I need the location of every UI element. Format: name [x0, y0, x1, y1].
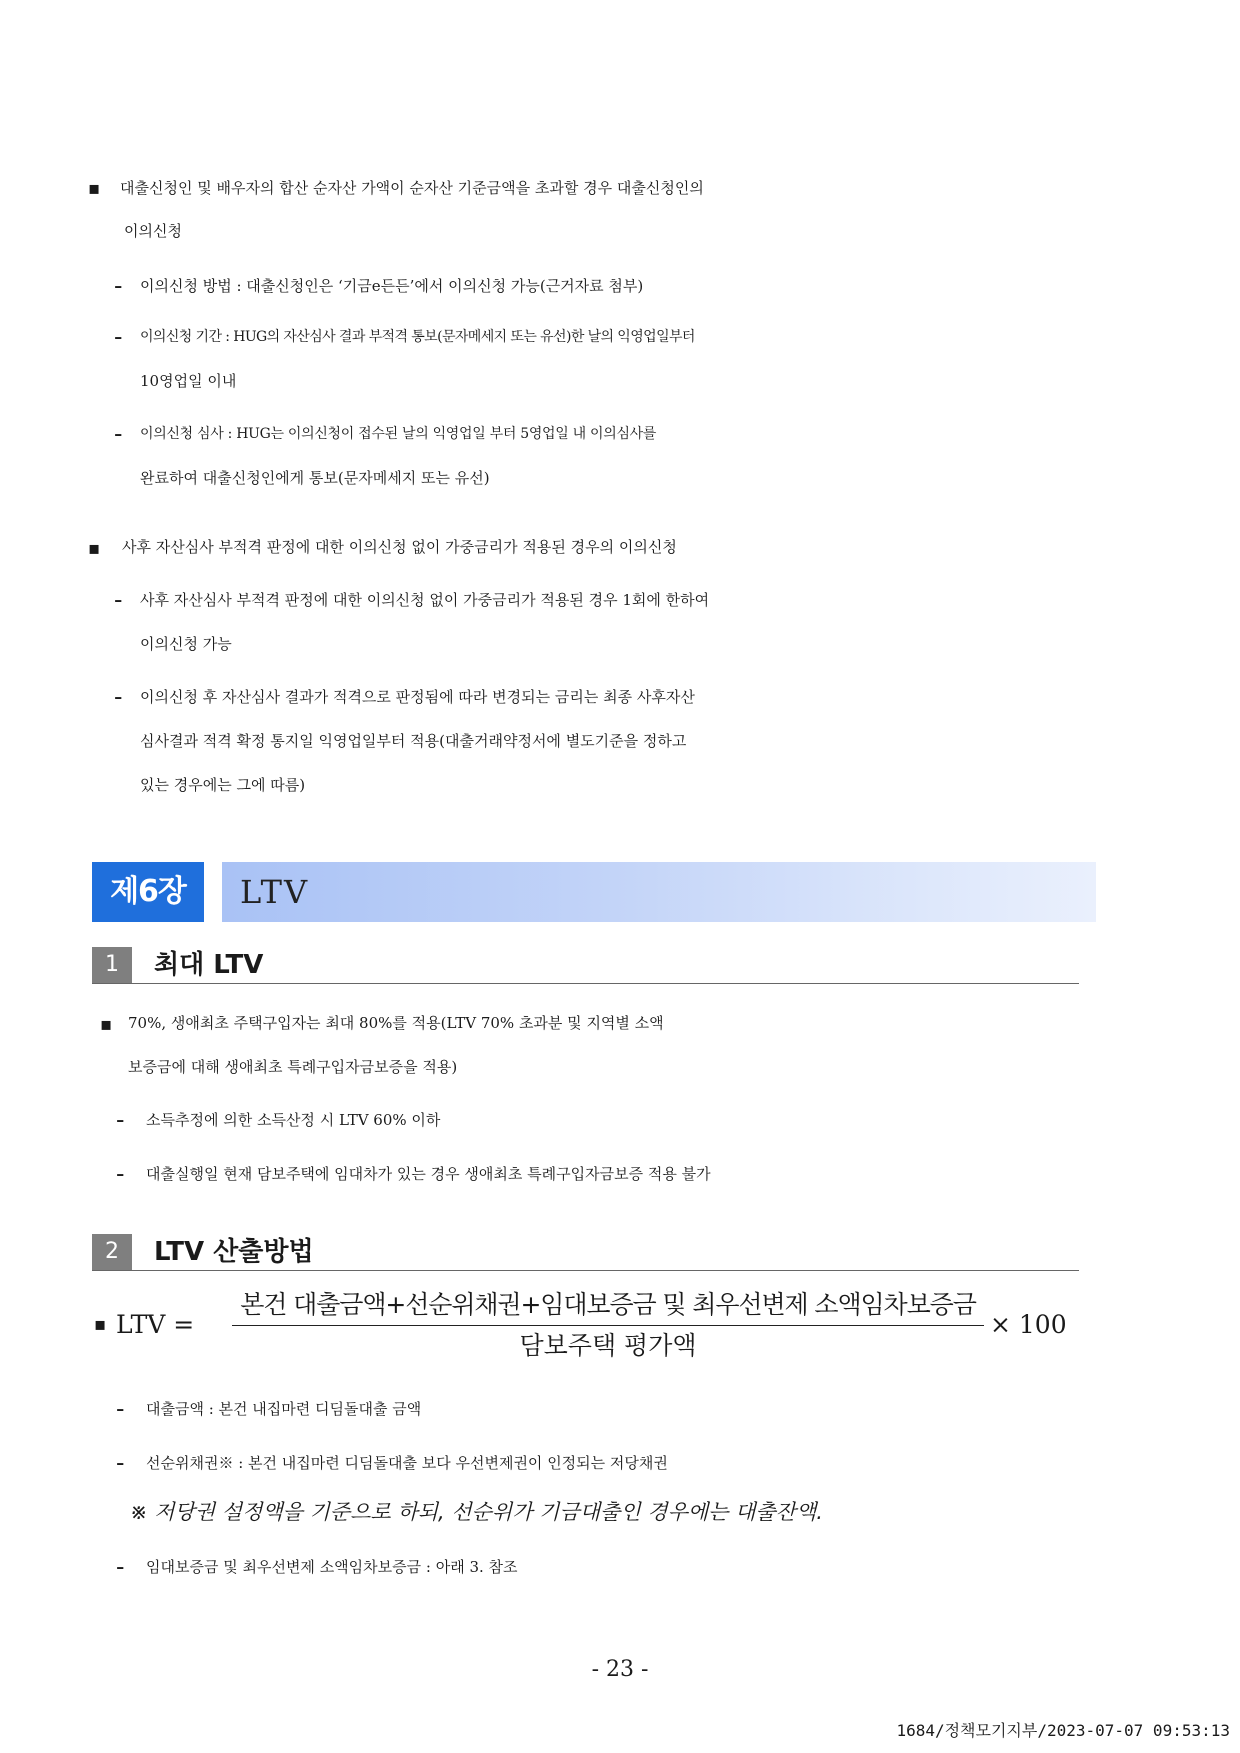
- text-line: 이의신청 기간 : HUG의 자산심사 결과 부적격 통보(문자메세지 또는 유선)한 날의 익영업일부터: [140, 329, 695, 345]
- dash-marker: -: [114, 682, 123, 711]
- text-line: 선순위채권※ : 본건 내집마련 디딤돌대출 보다 우선변제권이 인정되는 저당채권: [146, 1454, 668, 1472]
- dash-marker: -: [116, 1448, 125, 1477]
- formula-numerator: 본건 대출금액+선순위채권+임대보증금 및 최우선변제 소액임차보증금: [240, 1290, 976, 1319]
- text-line: 대출신청인 및 배우자의 합산 순자산 가액이 순자산 기준금액을 초과할 경우 대출신청인의: [120, 179, 704, 197]
- text-line: 대출금액 : 본건 내집마련 디딤돌대출 금액: [146, 1400, 422, 1418]
- text-line: 이의신청 방법 : 대출신청인은 ‘기금e든든’에서 이의신청 가능(근거자료 첨부): [140, 277, 644, 295]
- section-divider: [92, 983, 1079, 984]
- bullet-marker: ▪: [88, 178, 101, 199]
- chapter-badge: 제6장: [92, 862, 204, 922]
- dash-marker: -: [114, 271, 123, 300]
- dash-marker: -: [116, 1552, 125, 1581]
- text-line: 소득추정에 의한 소득산정 시 LTV 60% 이하: [146, 1111, 441, 1129]
- text-line: 사후 자산심사 부적격 판정에 대한 이의신청 없이 가중금리가 적용된 경우 1회에 한하여: [140, 591, 710, 609]
- dash-marker: -: [116, 1159, 125, 1188]
- chapter-title-bar: [222, 862, 1096, 922]
- formula-multiplier: × 100: [990, 1310, 1067, 1339]
- text-line: 임대보증금 및 최우선변제 소액임차보증금 : 아래 3. 참조: [146, 1558, 518, 1576]
- dash-marker: -: [116, 1394, 125, 1423]
- text-line: 이의신청 후 자산심사 결과가 적격으로 판정됨에 따라 변경되는 금리는 최종 사후자산: [140, 688, 695, 706]
- text-line: 이의신청 심사 : HUG는 이의신청이 접수된 날의 익영업일 부터 5영업일 내 이의심사를: [140, 426, 657, 442]
- text-line: 70%, 생애최초 주택구입자는 최대 80%를 적용(LTV 70% 초과분 및 지역별 소액: [128, 1014, 664, 1032]
- formula-denominator: 담보주택 평가액: [519, 1331, 697, 1360]
- text-line: 이의신청: [124, 222, 182, 240]
- text-line: 사후 자산심사 부적격 판정에 대한 이의신청 없이 가중금리가 적용된 경우의 이의신청: [122, 538, 677, 556]
- text-line: 대출실행일 현재 담보주택에 임대차가 있는 경우 생애최초 특례구입자금보증 적용 불가: [146, 1165, 711, 1183]
- formula-lhs: LTV =: [116, 1310, 195, 1339]
- text-line: 심사결과 적격 확정 통지일 익영업일부터 적용(대출거래약정서에 별도기준을 정하고: [140, 732, 687, 750]
- dash-marker: -: [114, 419, 123, 448]
- text-line: 완료하여 대출신청인에게 통보(문자메세지 또는 유선): [140, 469, 490, 487]
- section-title: LTV 산출방법: [154, 1237, 314, 1267]
- footnote: ※ 저당권 설정액을 기준으로 하되, 선순위가 기금대출인 경우에는 대출잔액.: [130, 1500, 823, 1524]
- text-line: 10영업일 이내: [140, 372, 237, 390]
- section-title: 최대 LTV: [154, 950, 264, 980]
- bullet-marker: ▪: [94, 1314, 107, 1335]
- print-stamp: 1684/정책모기지부/2023-07-07 09:53:13: [896, 1721, 1230, 1740]
- fraction-bar: [232, 1325, 984, 1326]
- dash-marker: -: [114, 322, 123, 351]
- dash-marker: -: [114, 585, 123, 614]
- page-number: - 23 -: [591, 1657, 649, 1682]
- section-number: 2: [92, 1234, 132, 1270]
- section-number: 1: [92, 947, 132, 983]
- bullet-marker: ▪: [100, 1014, 113, 1035]
- section-divider: [92, 1270, 1079, 1271]
- text-line: 있는 경우에는 그에 따름): [140, 776, 306, 794]
- text-line: 이의신청 가능: [140, 635, 232, 653]
- chapter-title: LTV: [240, 873, 310, 911]
- bullet-marker: ▪: [88, 538, 101, 559]
- dash-marker: -: [116, 1105, 125, 1134]
- text-line: 보증금에 대해 생애최초 특례구입자금보증을 적용): [128, 1058, 458, 1076]
